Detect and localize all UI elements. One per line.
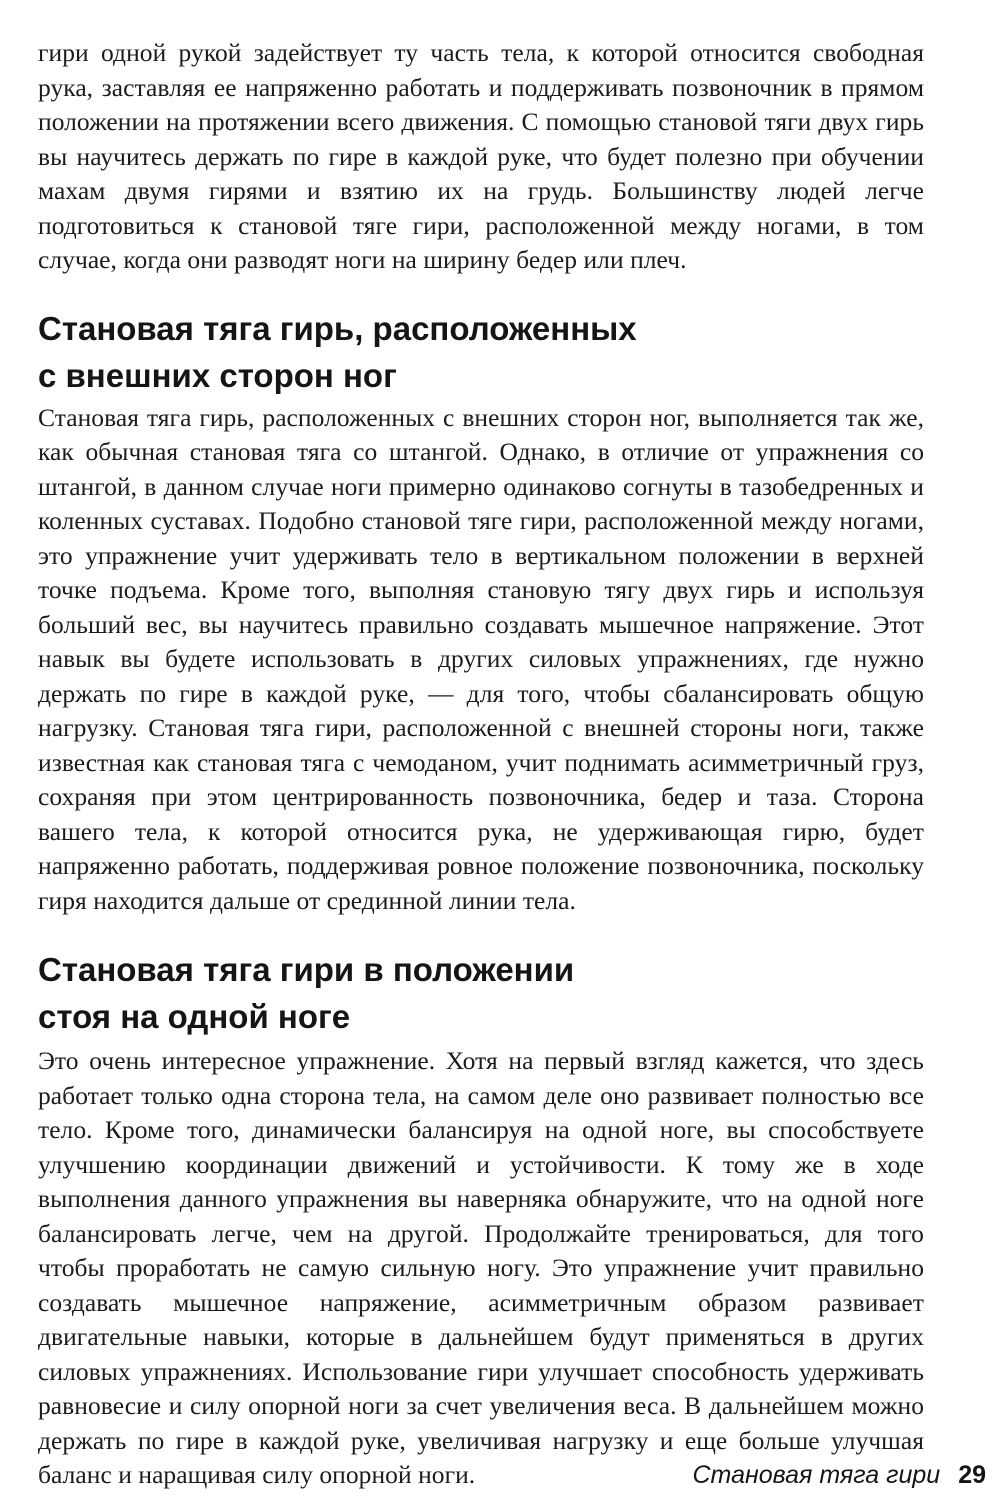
- section-heading-single-leg: [38, 946, 924, 1040]
- page-content: [38, 36, 924, 1493]
- section-heading-line: стоя на одной ноге: [38, 998, 351, 1035]
- section-heading-outside-legs: [38, 305, 924, 399]
- section-heading-line: Становая тяга гирь, расположенных: [38, 309, 637, 347]
- page-footer: [692, 1458, 986, 1492]
- section-paragraph-outside-legs: Становая тяга гирь, расположенных с внешних сторон ног, выполняется так же, как обычная становая тяга со штангой. Однако, в отличие от упражнения со штангой, в данном случае ноги примерно одинаково согнуты в тазобедренных и коленных суставах. Подобно становой тяге гири, расположенной между ногами, это упражнение учит удерживать тело в вертикальном положении в верхней точке подъема. Кроме того, выполняя становую тягу двух гирь и используя больший вес, вы научитесь правильно создавать мышечное напряжение. Этот навык вы будете использовать в других силовых упражнениях, где нужно держать по гире в каждой руке, — для того, чтобы сбалансировать общую нагрузку. Становая тяга гири, расположенной с внешней стороны ноги, также известная как становая тяга с чемоданом, учит поднимать асимметричный груз, сохраняя при этом центрированность позвоночника, бедер и таза. Сторона вашего тела, к которой относится рука, не удерживающая гирю, будет напряженно работать, поддерживая ровное положение позвоночника, поскольку гиря находится дальше от срединной линии тела.: [38, 402, 924, 915]
- section-heading-line: Становая тяга гири в положении: [38, 951, 575, 988]
- intro-paragraph: гири одной рукой задействует ту часть тела, к которой относится свободная рука, заставляя ее напряженно работать и поддерживать позвоночник в прямом положении на протяжении всего движения. С помощью становой тяги двух гирь вы научитесь держать по гире в каждой руке, что будет полезно при обучении махам двумя гирями и взятию их на грудь. Большинству людей легче подготовиться к становой тяге гири, расположенной между ногами, в том случае, когда они разводят ноги на ширину бедер или плеч.: [38, 38, 924, 274]
- section-heading-line: с внешних сторон ног: [38, 356, 397, 394]
- section-paragraph-single-leg: Это очень интересное упражнение. Хотя на первый взгляд кажется, что здесь работает только одна сторона тела, на самом деле оно развивает полностью все тело. Кроме того, динамически балансируя на одной ноге, вы способствуете улучшению координации движений и устойчивости. К тому же в ходе выполнения данного упражнения вы наверняка обнаружите, что на одной ноге балансировать легче, чем на другой. Продолжайте тренироваться, для того чтобы проработать не самую сильную ногу. Это упражнение учит правильно создавать мышечное напряжение, асимметричным образом развивает двигательные навыки, которые в дальнейшем будут применяться в других силовых упражнениях. Использование гири улучшает способность удерживать равновесие и силу опорной ноги за счет увеличения веса. В дальнейшем можно держать по гире в каждой руке, увеличивая нагрузку и еще больше улучшая баланс и наращивая силу опорной ноги.: [38, 1046, 924, 1489]
- running-title: Становая тяга гири: [692, 1461, 941, 1489]
- page-number: 29: [958, 1461, 986, 1489]
